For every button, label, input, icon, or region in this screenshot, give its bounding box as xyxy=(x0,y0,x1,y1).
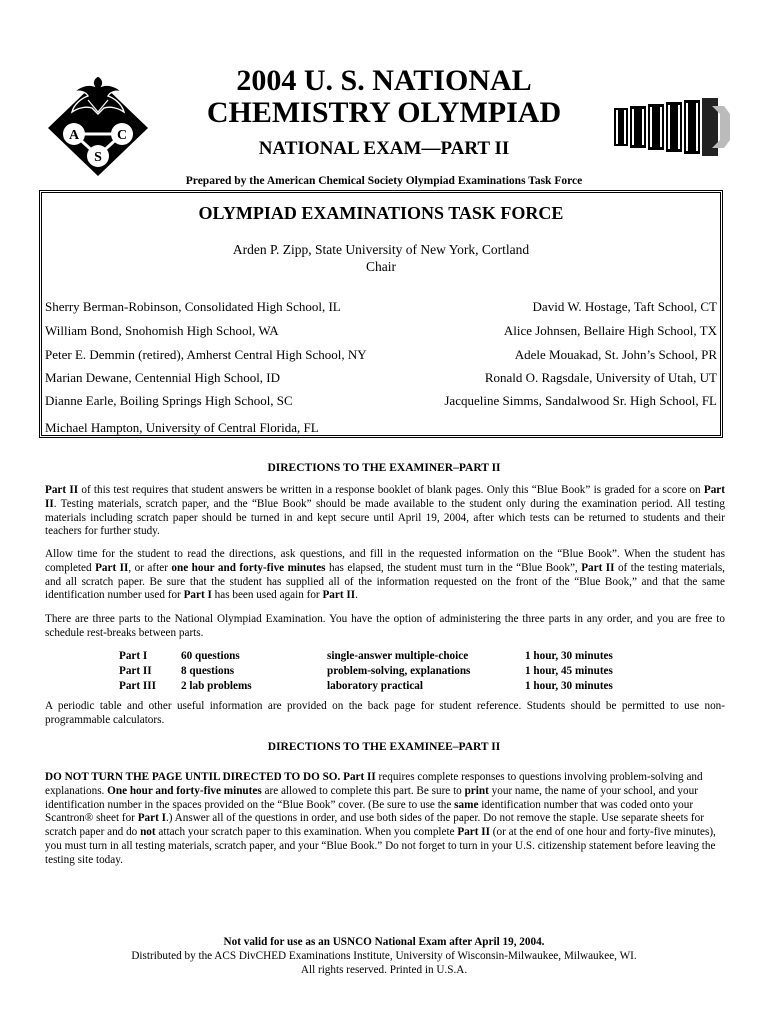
schedule-kind: single-answer multiple-choice xyxy=(327,650,469,662)
page-footer xyxy=(40,935,728,977)
member-left: William Bond, Snohomish High School, WA xyxy=(45,323,279,338)
chair-role: Chair xyxy=(366,259,396,274)
exam-schedule-table xyxy=(119,649,645,694)
schedule-time: 1 hour, 45 minutes xyxy=(525,665,613,677)
schedule-count: 2 lab problems xyxy=(181,680,252,692)
acs-eagle-icon xyxy=(44,72,152,176)
bold-text: Part II xyxy=(45,484,725,510)
bold-text: Part II xyxy=(457,826,490,839)
bold-text: same xyxy=(454,798,479,811)
logo-letter-s: S xyxy=(94,150,102,165)
examinee-heading: DIRECTIONS TO THE EXAMINEE–PART II xyxy=(267,741,501,753)
member-right: David W. Hostage, Taft School, CT xyxy=(532,299,717,314)
schedule-part: Part II xyxy=(119,665,152,677)
schedule-row xyxy=(119,649,645,664)
schedule-time: 1 hour, 30 minutes xyxy=(525,650,613,662)
olympiad-bars-icon xyxy=(612,98,734,156)
examiner-paragraph-4: A periodic table and other useful information are provided on the back page for student reference. Students should be permitted to use non-programmable calculators. xyxy=(45,700,725,726)
chair-name: Arden P. Zipp, State University of New York, Cortland xyxy=(232,242,530,257)
schedule-kind: problem-solving, explanations xyxy=(327,665,471,677)
bold-text: one hour and forty-five minutes xyxy=(171,561,326,574)
schedule-part: Part III xyxy=(119,680,156,692)
member-right: Adele Mouakad, St. John’s School, PR xyxy=(514,347,717,362)
member-right: Alice Johnsen, Bellaire High School, TX xyxy=(503,323,717,338)
member-left: Michael Hampton, University of Central Florida, FL xyxy=(45,420,319,435)
bold-text: One hour and forty-five minutes xyxy=(107,784,262,797)
page-title xyxy=(150,65,618,129)
schedule-part: Part I xyxy=(119,650,148,662)
schedule-kind: laboratory practical xyxy=(327,680,424,692)
examiner-paragraph-1: Part II of this test requires that student answers be written in a response booklet of blank pages. Only this “Blue Book” is graded for a score on Part II. Testing materials, scratch paper, and the “Blue Book” should be made available to the student only during the examination period. All testing materials including scratch paper should be turned in and kept secure until April 19, 2004, after which tests can be returned to students and their teachers for further study. xyxy=(45,484,725,538)
title-line-1: 2004 U. S. NATIONAL xyxy=(236,64,532,97)
footer-rights: All rights reserved. Printed in U.S.A. xyxy=(300,964,468,976)
bold-text: print xyxy=(464,784,489,797)
examinee-paragraph-1: DO NOT TURN THE PAGE UNTIL DIRECTED TO DO SO. Part II requires complete responses to questions involving problem-solving and explanations. One hour and forty-five minutes are allowed to complete this part. Be sure to print your name, the name of your school, and your identification number in the spaces provided on the “Blue Book” cover. (Be sure to use the same identification number that was coded onto your Scantron® sheet for Part I.) Answer all of the questions in order, and use both sides of the paper. Do not remove the staple. Use separate sheets for scratch paper and do not attach your scratch paper to this examination. When you complete Part II (or at the end of one hour and forty-five minutes), you must turn in all testing materials, scratch paper, and your “Blue Book.” Do not forget to turn in your U.S. citizenship statement before leaving the testing site today. xyxy=(45,771,716,866)
bold-text: Part II xyxy=(343,771,376,783)
schedule-row xyxy=(119,664,645,679)
bold-text: Part II xyxy=(45,484,79,496)
logo-letter-a: A xyxy=(68,128,80,143)
member-left: Peter E. Demmin (retired), Amherst Central High School, NY xyxy=(45,347,367,362)
examiner-paragraph-2: Allow time for the student to read the directions, ask questions, and fill in the requested information on the “Blue Book”. When the student has completed Part II, or after one hour and forty-five minutes has elapsed, the student must turn in the “Blue Book”, Part II of the testing materials, and all scratch paper. Be sure that the student has supplied all of the information requested on the front of the “Blue Book,” and that the same identification number used for Part I has been used again for Part II. xyxy=(45,548,725,602)
bold-text: not xyxy=(140,826,156,839)
bold-text: DO NOT TURN THE PAGE UNTIL DIRECTED TO DO SO. xyxy=(45,771,341,783)
member-left: Sherry Berman-Robinson, Consolidated High School, IL xyxy=(45,299,341,314)
task-force-title: OLYMPIAD EXAMINATIONS TASK FORCE xyxy=(198,203,564,223)
page-subtitle: NATIONAL EXAM—PART II xyxy=(258,138,510,159)
task-force-chair xyxy=(42,241,720,275)
member-left: Marian Dewane, Centennial High School, ID xyxy=(45,370,281,385)
prepared-by-line: Prepared by the American Chemical Society Olympiad Examinations Task Force xyxy=(185,175,583,187)
title-line-2: CHEMISTRY OLYMPIAD xyxy=(206,96,562,129)
schedule-row xyxy=(119,679,645,694)
member-right: Ronald O. Ragsdale, University of Utah, UT xyxy=(484,370,717,385)
examiner-paragraph-3: There are three parts to the National Olympiad Examination. You have the option of administering the three parts in any order, and you are free to schedule rest-breaks between parts. xyxy=(45,613,725,639)
footer-distributed: Distributed by the ACS DivCHED Examinations Institute, University of Wisconsin-Milwaukee, Milwaukee, WI. xyxy=(131,950,637,962)
bold-text: Part I xyxy=(137,812,166,825)
bold-text: Part II xyxy=(322,589,356,602)
member-left: Dianne Earle, Boiling Springs High School, SC xyxy=(45,393,293,408)
schedule-count: 8 questions xyxy=(181,665,235,677)
member-right: Jacqueline Simms, Sandalwood Sr. High School, FL xyxy=(444,393,717,408)
task-force-box xyxy=(39,190,723,438)
footer-validity: Not valid for use as an USNCO National Exam after April 19, 2004. xyxy=(223,936,545,948)
bold-text: Part II xyxy=(95,561,129,574)
bold-text: Part II xyxy=(581,561,615,574)
logo-letter-c: C xyxy=(116,128,128,143)
examiner-heading: DIRECTIONS TO THE EXAMINER–PART II xyxy=(267,462,501,474)
schedule-count: 60 questions xyxy=(181,650,240,662)
bold-text: Part I xyxy=(183,589,212,602)
schedule-time: 1 hour, 30 minutes xyxy=(525,680,613,692)
